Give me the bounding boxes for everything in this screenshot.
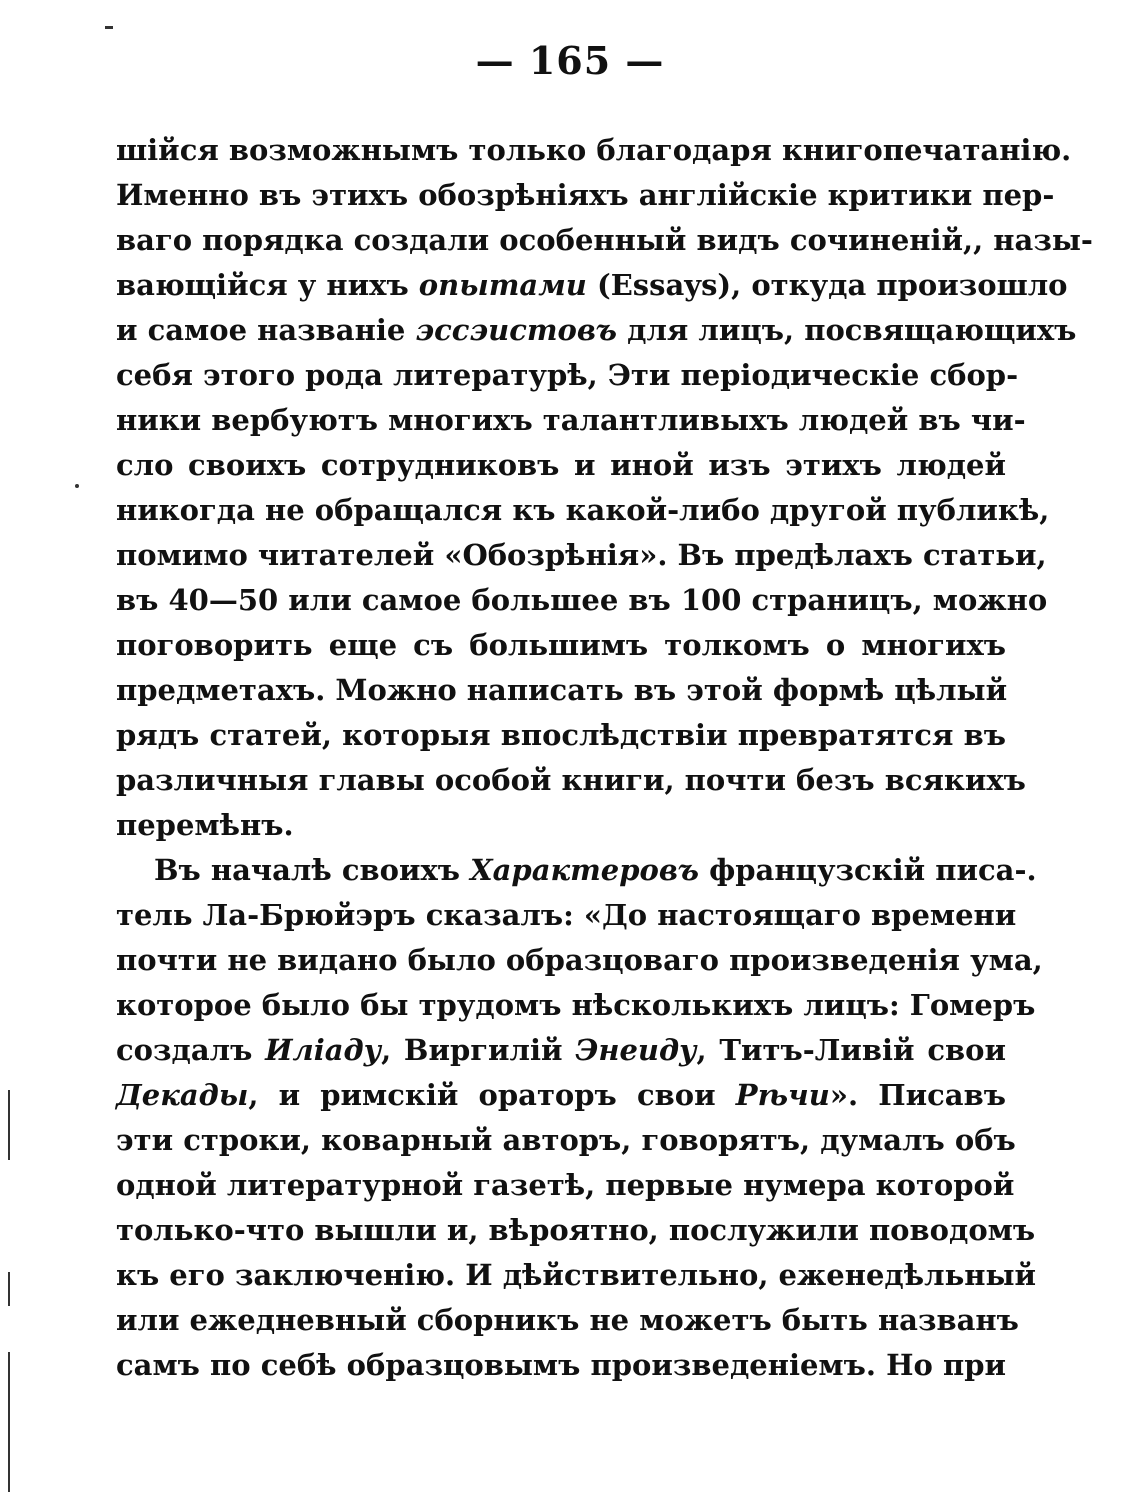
text-line: [116, 1298, 1019, 1343]
text-segment: ники вербуютъ многихъ талантливыхъ людей въ чи-: [116, 403, 1026, 437]
text-segment: , Титъ-Ливій свои: [696, 1033, 1007, 1067]
text-line: [116, 803, 1006, 848]
text-line: [116, 308, 1077, 353]
text-segment: Именно въ этихъ обозрѣніяхъ англійскіе критики пер-: [116, 178, 1055, 212]
text-segment: различныя главы особой книги, почти безъ всякихъ: [116, 763, 1026, 797]
text-line: [116, 1343, 1006, 1388]
italic-title: Иліаду: [265, 1033, 382, 1067]
text-segment: для лицъ, посвящающихъ: [617, 313, 1077, 347]
text-segment: никогда не обращался къ какой-либо другой публикѣ,: [116, 493, 1050, 527]
text-segment: къ его заключенію. И дѣйствительно, еженедѣльный: [116, 1258, 1037, 1292]
text-segment: Въ началѣ своихъ: [154, 853, 471, 887]
text-line: [116, 983, 1036, 1028]
text-segment: одной литературной газетѣ, первые нумера которой: [116, 1168, 1015, 1202]
text-segment: предметахъ. Можно написать въ этой формѣ цѣлый: [116, 673, 1008, 707]
text-line: [116, 713, 1006, 758]
text-line: [116, 398, 1026, 443]
text-segment: помимо читателей «Обозрѣнія». Въ предѣлахъ статьи,: [116, 538, 1047, 572]
text-segment: самъ по себѣ образцовымъ произведеніемъ. Но при: [116, 1348, 1006, 1382]
text-line: [116, 173, 1055, 218]
text-segment: эти строки, коварный авторъ, говорятъ, думалъ объ: [116, 1123, 1016, 1157]
text-line: [116, 1208, 1036, 1253]
text-segment: перемѣнъ.: [116, 808, 294, 842]
text-line: [116, 938, 1043, 983]
scan-margin-line: [8, 1090, 10, 1160]
scan-speck: [75, 484, 79, 488]
scan-margin-line: [8, 1352, 10, 1492]
text-line: [116, 1118, 1016, 1163]
text-line: [116, 353, 1019, 398]
text-line: [116, 1028, 1006, 1073]
text-line: [116, 893, 1017, 938]
text-segment: тель Ла-Брюйэръ сказалъ: «До настоящаго времени: [116, 898, 1017, 932]
text-segment: себя этого рода литературѣ, Эти періодическіе сбор-: [116, 358, 1019, 392]
body-text: [116, 128, 1093, 1388]
text-segment: сло своихъ сотрудниковъ и иной изъ этихъ людей: [116, 448, 1006, 482]
text-line: [116, 668, 1006, 713]
text-segment: которое было бы трудомъ нѣсколькихъ лицъ: Гомеръ: [116, 988, 1036, 1022]
text-segment: поговорить еще съ большимъ толкомъ о многихъ: [116, 628, 1006, 662]
text-segment: почти не видано было образцоваго произведенія ума,: [116, 943, 1043, 977]
text-line: [116, 578, 1048, 623]
text-line: [116, 443, 1006, 488]
text-line: [116, 128, 1072, 173]
text-segment: рядъ статей, которыя впослѣдствіи превратятся въ: [116, 718, 1006, 752]
italic-title: Декады: [116, 1078, 249, 1112]
text-line: [116, 488, 1050, 533]
italic-title: опытами: [418, 268, 587, 302]
text-segment: въ 40—50 или самое большее въ 100 страницъ, можно: [116, 583, 1048, 617]
text-line: [116, 218, 1093, 263]
text-segment: ». Писавъ: [829, 1078, 1006, 1112]
text-line: [116, 758, 1026, 803]
text-line: [116, 848, 1037, 893]
italic-title: Энеиду: [575, 1033, 697, 1067]
italic-title: эссэистовъ: [415, 313, 618, 347]
text-segment: (Essays), откуда произошло: [586, 268, 1068, 302]
text-line: [116, 263, 1068, 308]
text-segment: шійся возможнымъ только благодаря книгопечатанію.: [116, 133, 1072, 167]
text-segment: , Виргилій: [381, 1033, 576, 1067]
text-segment: создалъ: [116, 1033, 266, 1067]
text-line: [116, 1253, 1037, 1298]
text-segment: и самое названіе: [116, 313, 416, 347]
text-segment: или ежедневный сборникъ не можетъ быть названъ: [116, 1303, 1019, 1337]
scan-speck: [105, 26, 113, 29]
scan-margin-line: [8, 1272, 10, 1306]
italic-title: Характеровъ: [470, 853, 699, 887]
text-line: [116, 533, 1047, 578]
italic-title: Рѣчи: [735, 1078, 830, 1112]
text-segment: вающійся у нихъ: [116, 268, 419, 302]
text-line: [116, 1073, 1006, 1118]
page-number: — 165 —: [475, 38, 665, 83]
text-line: [116, 623, 1006, 668]
text-segment: , и римскій ораторъ свои: [248, 1078, 736, 1112]
text-line: [116, 1163, 1015, 1208]
text-segment: только-что вышли и, вѣроятно, послужили поводомъ: [116, 1213, 1036, 1247]
text-segment: французскій писа-.: [699, 853, 1037, 887]
text-segment: ваго порядка создали особенный видъ сочиненій,, назы-: [116, 223, 1093, 257]
